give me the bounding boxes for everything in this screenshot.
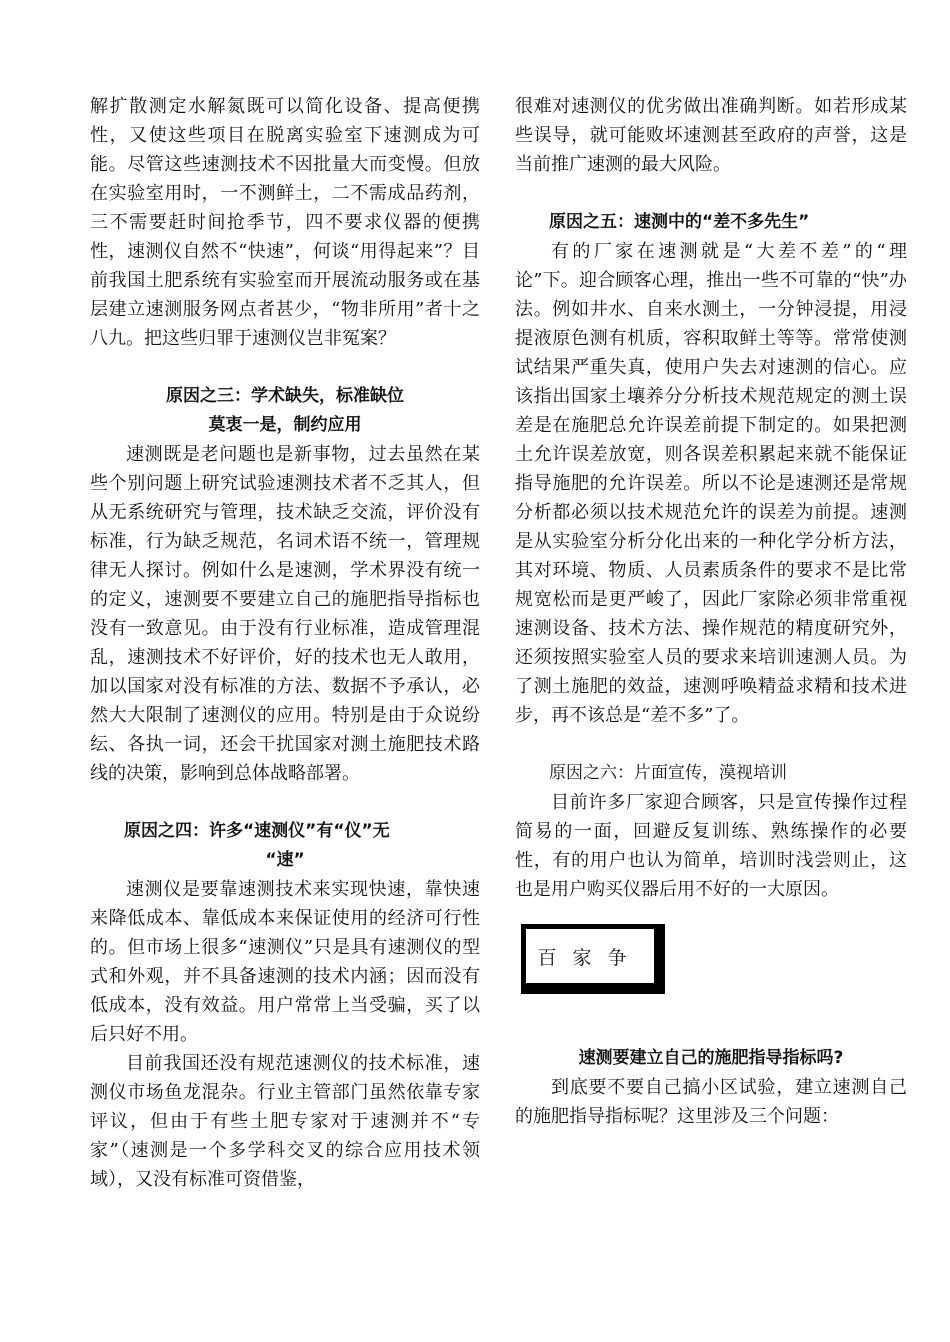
- section-4-paragraph-2: 目前我国还没有规范速测仪的技术标准，速测仪市场鱼龙混杂。行业主管部门虽然依靠专家评议，但由于有些土肥专家对于速测并不“专家”（速测是一个多学科交叉的综合应用技术领域），又没有标准可资借鉴，: [90, 1053, 480, 1190]
- section-7-heading: 速测要建立自己的施肥指导指标吗?: [578, 1048, 844, 1068]
- section-5-heading: 原因之五：速测中的“差不多先生”: [549, 212, 810, 232]
- section-4-heading-line1: 原因之四：许多“速测仪”有“仪”无: [124, 821, 390, 841]
- section-6-paragraph: 目前许多厂家迎合顾客，只是宣传操作过程简易的一面，回避反复训练、熟练操作的必要性，有的用户也认为简单，培训时浅尝则止，这也是用户购买仪器后用不好的一大原因。: [515, 792, 907, 900]
- section-3-paragraph: 速测既是老问题也是新事物，过去虽然在某些个别问题上研究试验速测技术者不乏其人，但从无系统研究与管理，技术缺乏交流，评价没有标准，行为缺乏规范，名词术语不统一，管理规律无人探讨。例如什么是速测，学术界没有统一的定义，速测要不要建立自己的施肥指导指标也没有一致意见。由于没有行业标准，造成管理混乱，速测技术不好评价，好的技术也无人敢用，加以国家对没有标准的方法、数据不予承认，必然大大限制了速测仪的应用。特别是由于众说纷纭、各执一词，还会干扰国家对测土施肥技术路线的决策，影响到总体战略部署。: [90, 444, 480, 784]
- section-6-heading: 原因之六：片面宣传，漠视培训: [549, 763, 787, 783]
- column-stamp-label: 百家争: [526, 929, 654, 983]
- section-3-heading-line1: 原因之三：学术缺失，标准缺位: [166, 386, 404, 406]
- section-7-paragraph: 到底要不要自己搞小区试验，建立速测自己的施肥指导指标呢？这里涉及三个问题：: [515, 1077, 907, 1127]
- section-4-heading-line2: “速”: [265, 850, 305, 870]
- section-3-heading-line2: 莫衷一是，制约应用: [208, 415, 362, 435]
- left-column: [90, 92, 480, 1194]
- left-paragraph-1: 解扩散测定水解氮既可以简化设备、提高便携性，又使这些项目在脱离实验室下速测成为可能。尽管这些速测技术不因批量大而变慢。但放在实验室用时，一不测鲜土，二不需成品药剂，三不需要赶时间抢季节，四不要求仪器的便携性，速测仪自然不“快速”，何谈“用得起来”？目前我国土肥系统有实验室而开展流动服务或在基层建立速测服务网点者甚少，“物非所用”者十之八九。把这些归罪于速测仪岂非冤案？: [90, 96, 480, 349]
- section-5-paragraph: 有的厂家在速测就是“大差不差”的“理论”下。迎合顾客心理，推出一些不可靠的“快”办法。例如井水、自来水测土，一分钟浸提，用浸提液原色测有机质，容积取鲜土等等。常常使测试结果严重失真，使用户失去对速测的信心。应该指出国家土壤养分分析技术规范规定的测土误差是在施肥总允许误差前提下制定的。如果把测土允许误差放宽，则各误差积累起来就不能保证指导施肥的允许误差。所以不论是速测还是常规分析都必须以技术规范允许的误差为前提。速测是从实验室分析分化出来的一种化学分析方法，其对环境、物质、人员素质条件的要求不是比常规宽松而是更严峻了，因此厂家除必须非常重视速测设备、技术方法、操作规范的精度研究外，还须按照实验室人员的要求来培训速测人员。为了测土施肥的效益，速测呼唤精益求精和技术进步，再不该总是“差不多”了。: [515, 241, 907, 726]
- right-paragraph-1: 很难对速测仪的优劣做出准确判断。如若形成某些误导，就可能败坏速测甚至政府的声誉，这是当前推广速测的最大风险。: [515, 96, 907, 175]
- section-4-paragraph-1: 速测仪是要靠速测技术来实现快速，靠快速来降低成本、靠低成本来保证使用的经济可行性的。但市场上很多“速测仪”只是具有速测仪的型式和外观，并不具备速测的技术内涵；因而没有低成本，没有效益。用户常常上当受骗，买了以后只好不用。: [90, 879, 480, 1045]
- right-column: [515, 92, 907, 1131]
- column-stamp: [521, 924, 665, 994]
